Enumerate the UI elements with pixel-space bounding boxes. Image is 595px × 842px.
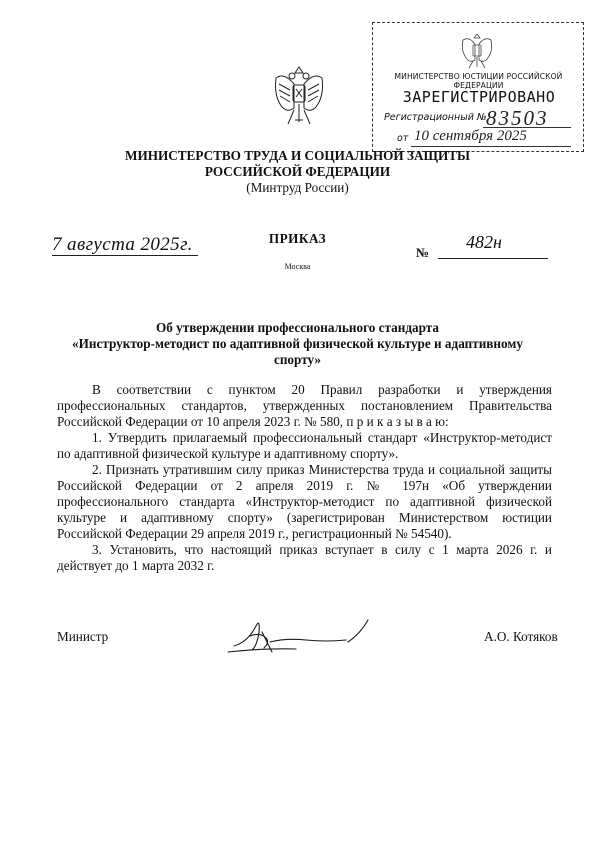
order-number-sign: №	[416, 245, 430, 260]
ministry-name-line2: РОССИЙСКОЙ ФЕДЕРАЦИИ	[204, 164, 391, 179]
order-body	[57, 382, 552, 574]
order-number-line	[438, 258, 548, 259]
stamp-date-label: от	[397, 133, 409, 144]
stamp-reg-number: 83503	[486, 106, 549, 130]
stamp-reg-number-label: Регистрационный №	[384, 112, 487, 123]
order-date: 7 августа 2025г.	[52, 234, 193, 255]
order-subject-line1: Об утверждении профессионального стандарта	[155, 320, 440, 335]
clause-2: 2. Признать утратившим силу приказ Министерства труда и социальной защиты Российской Федерации от 2 апреля 2019 г. № 197н «Об утверждении профессионального стандарта «Инструктор-методист по адаптивной физической культуре и адаптивному спорту» (зарегистрирован Министерством юстиции Российской Федерации 29 апреля 2019 г., регистрационный № 54540).	[57, 462, 552, 541]
stamp-date: 10 сентября 2025	[414, 128, 527, 144]
ministry-short-name: (Минтруд России)	[246, 180, 349, 195]
preamble-paragraph: В соответствии с пунктом 20 Правил разработки и утверждения профессиональных стандартов, утвержденных постановлением Правительства Российской Федерации от 10 апреля 2023 г. № 580, п р и к а з ы в а ю:	[57, 382, 552, 429]
coat-of-arms-icon	[270, 64, 328, 128]
stamp-date-line	[411, 146, 571, 147]
order-subject-line2: «Инструктор-методист по адаптивной физической культуре и адаптивному	[72, 336, 523, 351]
signatory-position: Министр	[57, 629, 109, 644]
handwritten-signature	[226, 612, 386, 656]
order-city: Москва	[284, 262, 311, 271]
order-subject-line3: спорту»	[273, 352, 322, 367]
ministry-name-line1: МИНИСТЕРСТВО ТРУДА И СОЦИАЛЬНОЙ ЗАЩИТЫ	[125, 148, 470, 163]
stamp-status: ЗАРЕГИСТРИРОВАНО	[402, 88, 556, 106]
clause-3: 3. Установить, что настоящий приказ вступает в силу с 1 марта 2026 г. и действует до 1 марта 2032 г.	[57, 542, 552, 573]
signatory-name: А.О. Котяков	[484, 629, 558, 644]
order-title: ПРИКАЗ	[268, 231, 327, 246]
order-number: 482н	[466, 232, 502, 252]
clause-1: 1. Утвердить прилагаемый профессиональный стандарт «Инструктор-методист по адаптивной физической культуре и адаптивному спорту».	[57, 430, 552, 461]
order-date-line	[52, 255, 198, 256]
stamp-emblem-icon	[455, 30, 499, 70]
stamp-ministry-name: МИНИСТЕРСТВО ЮСТИЦИИ РОССИЙСКОЙ ФЕДЕРАЦИИ	[394, 72, 563, 90]
